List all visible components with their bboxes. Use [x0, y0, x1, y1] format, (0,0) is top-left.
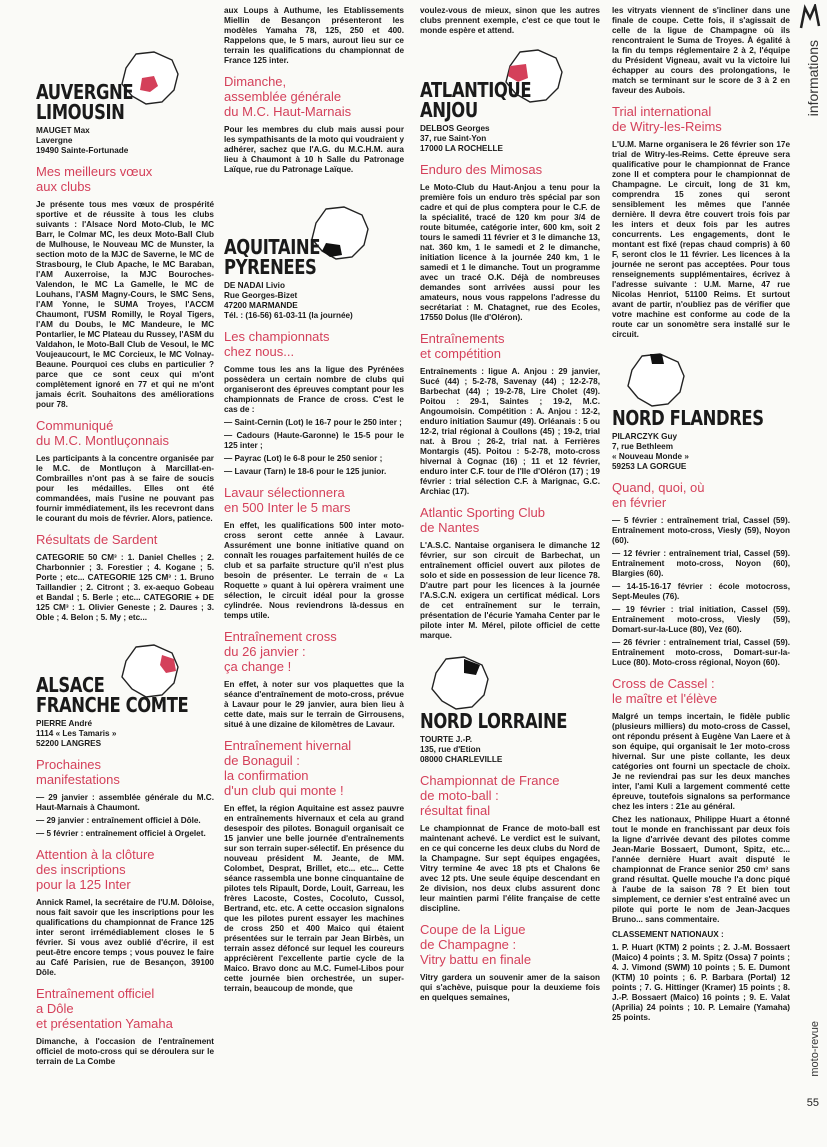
article-body: voulez-vous de mieux, sinon que les autres clubs prennent exemple, c'est ce que tout le monde espère et attend. [420, 6, 600, 35]
region-header [420, 48, 600, 120]
article-body: aux Loups à Authume, les Etablissements Miellin de Besançon présenteront les modèles Yamaha 78, 125, 250 et 400. Rappelons que, le 5 mars, aurout lieu sur ce terrain les qualifications du championnat de France 125 inter. [224, 6, 404, 65]
article-title: Entraînement cross du 26 janvier : ça change ! [224, 629, 337, 674]
delegate-address [420, 124, 600, 154]
article-body: Les participants à la concentre organisée par le M.C. de Montluçon à Marcillat-en-Combrailles n'ont pas à se faire de soucis pour les médailles. Elles ont été commandées, mais l'usine ne pouvant pas fournir immédiatement, ils les recevront dans le courant du mois de février. Alors, patience. [36, 454, 214, 523]
region-name: LIMOUSIN [36, 100, 125, 124]
article-title: Les championnats chez nous... [224, 329, 330, 359]
article-title: Dimanche, assemblée générale du M.C. Haut-Marnais [224, 74, 352, 119]
article-title: Prochaines manifestations [36, 757, 120, 787]
article-body: En effet, la région Aquitaine est assez pauvre en entraînements hivernaux et cela au grand desespoir des pilotes. Bonaguil organisait ce 15 janvier une belle journée d'entraînements sur son terrain super-sélectif. En présence du nouveau président M. Jeante, de MM. Colombet, Desprat, Brillet, etc... etc... Cette séance rassembla une bonne cinquantaine de pilotes tels Ripault, Dorde, Louit, Garreau, les frères Lacoste, Costes, Cocoluto, Cussol, Bertrand, etc. etc. A cette occasion signalons que les pilotes purent essayer les machines de cross 250 et 400 Maico qui étaient présentées sur le terrain par Jean Birbès, un terrain assez défoncé sur lequel les coureurs apprécièrent l'excellente partie cycle de la Maico. Bravo donc au M.C. Fumel-Libos pour cette journée bien orchestrée, un super-terrain, beaucoup de monde, que [224, 804, 404, 993]
column-3 [420, 6, 600, 1006]
delegate-address [420, 735, 600, 765]
address-line: 08000 CHARLEVILLE [420, 755, 503, 764]
article-body: CATEGORIE 50 CM³ : 1. Daniel Chelles ; 2. Charbonnier ; 3. Forestier ; 4. Kogane ; 5. Porte ; etc... CATEGORIE 125 CM³ : 1. Bruno Taillandier ; 2. Citront ; 3. ex-aequo Gobeau et Bandal ; 5. Berle ; etc... CATEGORIE + DE 125 CM³ : 1. Olivier Geneste ; 2. Daures ; 3. Oble ; 4. Belon ; 5. My ; etc... [36, 553, 214, 622]
article-body: Le championnat de France de moto-ball est maintenant achevé. Le verdict est le suivant, en ce qui concerne les deux clubs du Nord de la Champagne. Sur sept équipes engagées, Vitry termine 4e avec 18 pts et Chalons 6e avec 12 pts. Une seule équipe descendant en 2e division, nos deux clubs assurent donc leur maintien parmi l'élite française de cette discipline. [420, 824, 600, 913]
delegate-address [612, 432, 790, 472]
article-body: — 14-15-16-17 février : école motocross, Sept-Meules (76). [612, 582, 790, 601]
column-4 [612, 6, 790, 1026]
region-header [420, 655, 600, 731]
region-header [36, 643, 214, 715]
address-line: 59253 LA GORGUE [612, 462, 687, 471]
article-body: Le Moto-Club du Haut-Anjou a tenu pour la première fois un enduro très spécial par son cadre et qui de plus comptera pour le C.F. de la spécialité, tracé de 120 km pour 3/4 de route bitumée, catégorie inter, 600 km, soit 2 tours le samedi 11 février et 3 le dimanche 13, nat. 360 km, 1 le samedi et 2 le dimanche, initiation licence à la journée 240 km, 1 le samedi et 1 le dimanche. Tout un programme avec un tracé O.K. Déjà de nombreuses demandes sont arrivées aussi pour les amateurs, nous vous rappelons l'adresse du secrétariat : M. Chatagnet, rue des Ecoles, 17550 Dolus (Ile d'Oléron). [420, 183, 600, 322]
magazine-logo-icon [799, 4, 821, 30]
article-body: Pour les membres du club mais aussi pour les sympathisants de la moto qui voudraient y adhérer, sachez que l'A.G. du M.C.H.M. aura lieu à Chaumont à 10 h Salle du Patronage Laïque, rue du Patronage Laïque. [224, 125, 404, 174]
article-body: — 19 février : trial initiation, Cassel (59). Entraînement moto-cross, Viesly (59), Domart-sur-la-Luce (80), Vez (60). [612, 605, 790, 634]
column-1 [36, 50, 214, 1070]
address-line: Rue Georges-Bizet [224, 291, 298, 300]
article-body: — Payrac (Lot) le 6-8 pour le 250 senior ; [224, 454, 383, 463]
column-2 [224, 6, 404, 997]
address-line: 1114 « Les Tamaris » [36, 729, 117, 738]
section-label: informations [805, 40, 821, 117]
article-title: Cross de Cassel : le maître et l'élève [612, 676, 718, 706]
article-title: Atlantic Sporting Club de Nantes [420, 505, 546, 535]
delegate-name: DE NADAI Livio [224, 281, 285, 290]
region-header [224, 205, 404, 277]
region-name: FRANCHE COMTE [36, 693, 189, 717]
article-body: Entraînements : ligue A. Anjou : 29 janvier, Sucé (44) ; 5-2-78, Savenay (44) ; 12-2-78, Barbechat (44) ; 19-2-78, Lire Cholet (49). Poitou : 29-1, Saintes ; 19-2, M.C. Angoumoisin. Compétition : A. Anjou : 12-2, enduro initiation Saumur (49). Orléanais : 5 ou 12-2, trial régional à Coullons (45) ; 19-2, trial nat. à Brou ; 26-2, trial nat. à Ferrières Montargis (45). Poitou : 5-2-78, moto-cross hivernal à Cognac (16) ; 11 et 12 février, enduro inter C.F. tour de l'Ile d'Oléron (17) ; 19 février : trial sélection C.F. à Marignac, G.C. Archiac (17). [420, 367, 600, 496]
article-body: — 29 janvier : assemblée générale du M.C. Haut-Marnais à Chaumont. [36, 793, 214, 812]
article-title: Entraînement officiel a Dôle et présentation Yamaha [36, 986, 173, 1031]
article-body: Annick Ramel, la secrétaire de l'U.M. Dôloise, nous fait savoir que les inscriptions pour les qualifications du championnat de France 125 inter seront irrémédiablement closes le 5 février. Si vous avez oublié d'écrire, il est peut-être encore temps ; vous pouvez le faire au Café Parisien, rue de Besançon, 39100 Dôle. [36, 898, 214, 977]
delegate-name: PIERRE André [36, 719, 93, 728]
france-map-icon [426, 655, 494, 711]
article-body: les vitryats viennent de s'incliner dans une finale de coupe. Cette fois, il s'agissait de celle de la ligue de Champagne où ils rencontraient le Suma de Troyes. À égalité à la fin du temps réglementaire 2 à 2, l'équipe du Président Vigneau, avait vu la victoire lui échapper au cours des prolongations, le match se terminant sur le score de 3 à 2 en faveur des Aubois. [612, 6, 790, 95]
address-line: 135, rue d'Etion [420, 745, 481, 754]
address-line: 37, rue Saint-Yon [420, 134, 487, 143]
article-body: — 26 février : entraînement trial, Cassel (59). Entraînement moto-cross, Domart-sur-la-Luce (80). Moto-cross régional, Noyon (60). [612, 638, 790, 667]
delegate-name: DELBOS Georges [420, 124, 490, 133]
delegate-name: PILARCZYK Guy [612, 432, 678, 441]
results-list: 1. P. Huart (KTM) 2 points ; 2. J.-M. Bossaert (Maico) 4 points ; 3. M. Spitz (Ossa) 7 points ; 4. J. Vimond (SWM) 10 points ; 5. E. Dumont (KTM) 10 points ; 6. P. Barbara (Portal) 12 points ; 7. G. Hittinger (Kramer) 15 points ; 8. J.-P. Bossaert (Maico) 16 points ; 9. E. Valat (Aprilia) 24 points ; 10. P. Lemaire (Yamaha) 25 points. [612, 943, 790, 1022]
article-title: Lavaur sélectionnera en 500 Inter le 5 mars [224, 485, 351, 515]
region-name: ALSACE [36, 673, 105, 697]
france-map-icon [622, 352, 690, 408]
delegate-name: MAUGET Max [36, 126, 90, 135]
region-name: NORD FLANDRES [612, 406, 764, 430]
results-heading: CLASSEMENT NATIONAUX : [612, 930, 724, 939]
article-title: Résultats de Sardent [36, 532, 158, 547]
region-header [36, 50, 214, 122]
address-line: 47200 MARMANDE [224, 301, 298, 310]
region-name: PYRENEES [224, 255, 317, 279]
article-body: — 12 février : entraînement trial, Cassel (59). Entraînement moto-cross, Noyon (60), Blargies (60). [612, 549, 790, 578]
region-name: AUVERGNE [36, 80, 134, 104]
article-title: Mes meilleurs vœux aux clubs [36, 164, 153, 194]
article-body: — 29 janvier : entraînement officiel à Dôle. [36, 816, 201, 825]
address-line: 7, rue Bethleem [612, 442, 673, 451]
article-title: Championnat de France de moto-ball : résultat final [420, 773, 560, 818]
region-header [612, 352, 790, 428]
article-body: En effet, à noter sur vos plaquettes que la séance d'entraînement de moto-cross, prévue à Lavaur pour le 29 janvier, aura bien lieu à cette date, mais sur le terrain de Girrousens, situé à une dizaine de kilomètres de Lavaur. [224, 680, 404, 729]
article-body: Dimanche, à l'occasion de l'entraînement officiel de moto-cross qui se déroulera sur le terrain de La Combe [36, 1037, 214, 1066]
region-name: NORD LORRAINE [420, 709, 568, 733]
article-body: En effet, les qualifications 500 inter moto-cross seront cette année à Lavaur. Assurément une bonne initiative quand on connaît les rouages parfaitement huilés de ce club et sa parfaite structure qu'il n'est plus besoin de présenter. Le terrain de « La Roquette » quant à lui opèrera vraiment une sélection, le circuit idéal pour la grosse cylindrée. Nous reviendrons là-dessus en temps utile. [224, 521, 404, 620]
article-body: — 5 février : entraînement trial, Cassel (59). Entraînement moto-cross, Viesly (59), Noyon (60). [612, 516, 790, 545]
region-name: ATLANTIQUE [420, 78, 532, 102]
article-title: Coupe de la Ligue de Champagne : Vitry battu en finale [420, 922, 532, 967]
region-name: AQUITAINE [224, 235, 321, 259]
article-body: — Saint-Cernin (Lot) le 16-7 pour le 250 inter ; [224, 418, 402, 427]
article-title: Entraînements et compétition [420, 331, 505, 361]
article-title: Quand, quoi, où en février [612, 480, 705, 510]
delegate-name: TOURTE J.-P. [420, 735, 473, 744]
article-body: Malgré un temps incertain, le fidèle public (plusieurs milliers) du moto-cross de Cassel, ont répondu présent à Eugène Van Laere et à son équipe, qui organisait le 1er moto-cross hivernal. Sur une piste collante, les deux catégories ont fourni un spectacle de choix. Je ne reviendrai pas sur les deux manches inter, l'ami Kuli a largement commenté cette épreuve, toutefois signalons sa performance chez les inters : 21e au général. [612, 712, 790, 811]
address-line: 52200 LANGRES [36, 739, 102, 748]
article-body: — Cadours (Haute-Garonne) le 15-5 pour le 125 inter ; [224, 431, 404, 450]
address-line: « Nouveau Monde » [612, 452, 689, 461]
article-body: Vitry gardera un souvenir amer de la saison qui s'achève, puisque pour la deuxieme fois en quelques semaines, [420, 973, 600, 1002]
delegate-address [36, 719, 214, 749]
article-title: Enduro des Mimosas [420, 162, 543, 177]
region-name: ANJOU [420, 98, 478, 122]
article-body: Je présente tous mes vœux de prospérité sportive et de réussite à tous les clubs suivants : l'Alsace Nord Moto-Club, le MC Barr, le Colmar MC, les deux Moto-Ball Club de Mulhouse, le Nouveau MC de Munster, la section moto de la MJC de Saverne, le MC de Strasbourg, le Club Apache, le MC Baraban, l'AM Auxerroise, la MJC Bouroches-Valendon, le MC La Gamelle, le MC de Louhans, l'ASM Magny-Cours, le SMC Sens, l'AM Yonne, le SUMA Troyes, l'ACCM Chaumont, l'USM Romilly, le Royal Tigers, l'AM du Doubs, le MC Mandeure, le MC Pontarlier, le MC Plateau du Russey, l'ASM du Valdahon, le Moto-Ball Club de Vesoul, le MC Voujeaucourt, le MC Corcieux, le MC Volnay-Beaune. Pourquoi ces clubs en particulier ? parce que ce sont ceux qui m'ont complètement ignoré en 77 et qui ne m'ont jamais écrit. Souhaitons des améliorations pour 78. [36, 200, 214, 409]
article-title: Entraînement hivernal de Bonaguil : la confirmation d'un club qui monte ! [224, 738, 352, 798]
delegate-address [224, 281, 404, 321]
article-title: Trial international de Witry-les-Reims [612, 104, 722, 134]
magazine-name: moto-revue [809, 1021, 821, 1077]
address-line: Lavergne [36, 136, 73, 145]
article-body: — 5 février : entraînement officiel à Orgelet. [36, 829, 206, 838]
article-body: Comme tous les ans la ligue des Pyrénées possèdera un certain nombre de clubs qui organiseront des épreuves comptant pour les championnats de France de cross. C'est le cas de : [224, 365, 404, 414]
address-line: 19490 Sainte-Fortunade [36, 146, 129, 155]
page-number: 55 [806, 1097, 819, 1109]
article-body: — Lavaur (Tarn) le 18-6 pour le 125 junior. [224, 467, 387, 476]
article-title: Communiqué du M.C. Montluçonnais [36, 418, 169, 448]
article-body: L'A.S.C. Nantaise organisera le dimanche 12 février, sur son circuit de Barbechat, un entraînement officiel ouvert aux pilotes de solo et side en possession de leur licence 78. D'autre part pour les licences à la journée l'A.S.C.N. exigera un certificat médical. Lors de cet entraînement sur le terrain, présentation de l'écurie Yamaha Center par le pilote inter M. Mérel, pilote officiel de cette marque. [420, 541, 600, 640]
article-body: L'U.M. Marne organisera le 26 février son 17e trial de Witry-les-Reims. Cette épreuve sera qualificative pour le championnat de France zone II et comptera pour le championnat de Champagne. Le circuit, long de 31 km, comprendra 15 zones qui seront sensiblement les mêmes que l'année dernière. Il devra être couvert trois fois par les inters et deux fois par les autres concurrents. Les engagements, dont le montant est fixé (repas chaud compris) à 60 F, seront clos le 11 février. Les licences à la journée ne seront pas acceptées. Pour tous renseignements supplémentaires, écrivez à l'adresse suivante : U.M. Marne, 47 rue Nicolas Henriot, 51100 Reims. Et surtout avant de partir, n'oubliez pas de vérifier que votre machine est conforme au code de la route car un sonomètre sera installé sur le circuit. [612, 140, 790, 339]
article-body: Chez les nationaux, Philippe Huart a étonné tout le monde en franchissant par deux fois la ligne d'arrivée devant des pilotes comme Jean-Marie Bossaert, Dumont, Spitz, etc... l'année dernière Huart avait disputé le championnat de France senior 250 cm³ sans grand résultat. Quelle mouche l'a donc piqué à l'aube de la saison 78 ? Et bien tout simplement, ce dernier s'est entraîné avec un pilote qui porte le nom de Jean-Jacques Bruno... sans commentaire. [612, 815, 790, 924]
article-title: Attention à la clôture des inscriptions pour la 125 Inter [36, 847, 155, 892]
delegate-address [36, 126, 214, 156]
phone-line: Tél. : (16-56) 61-03-11 (la journée) [224, 311, 353, 320]
address-line: 17000 LA ROCHELLE [420, 144, 503, 153]
